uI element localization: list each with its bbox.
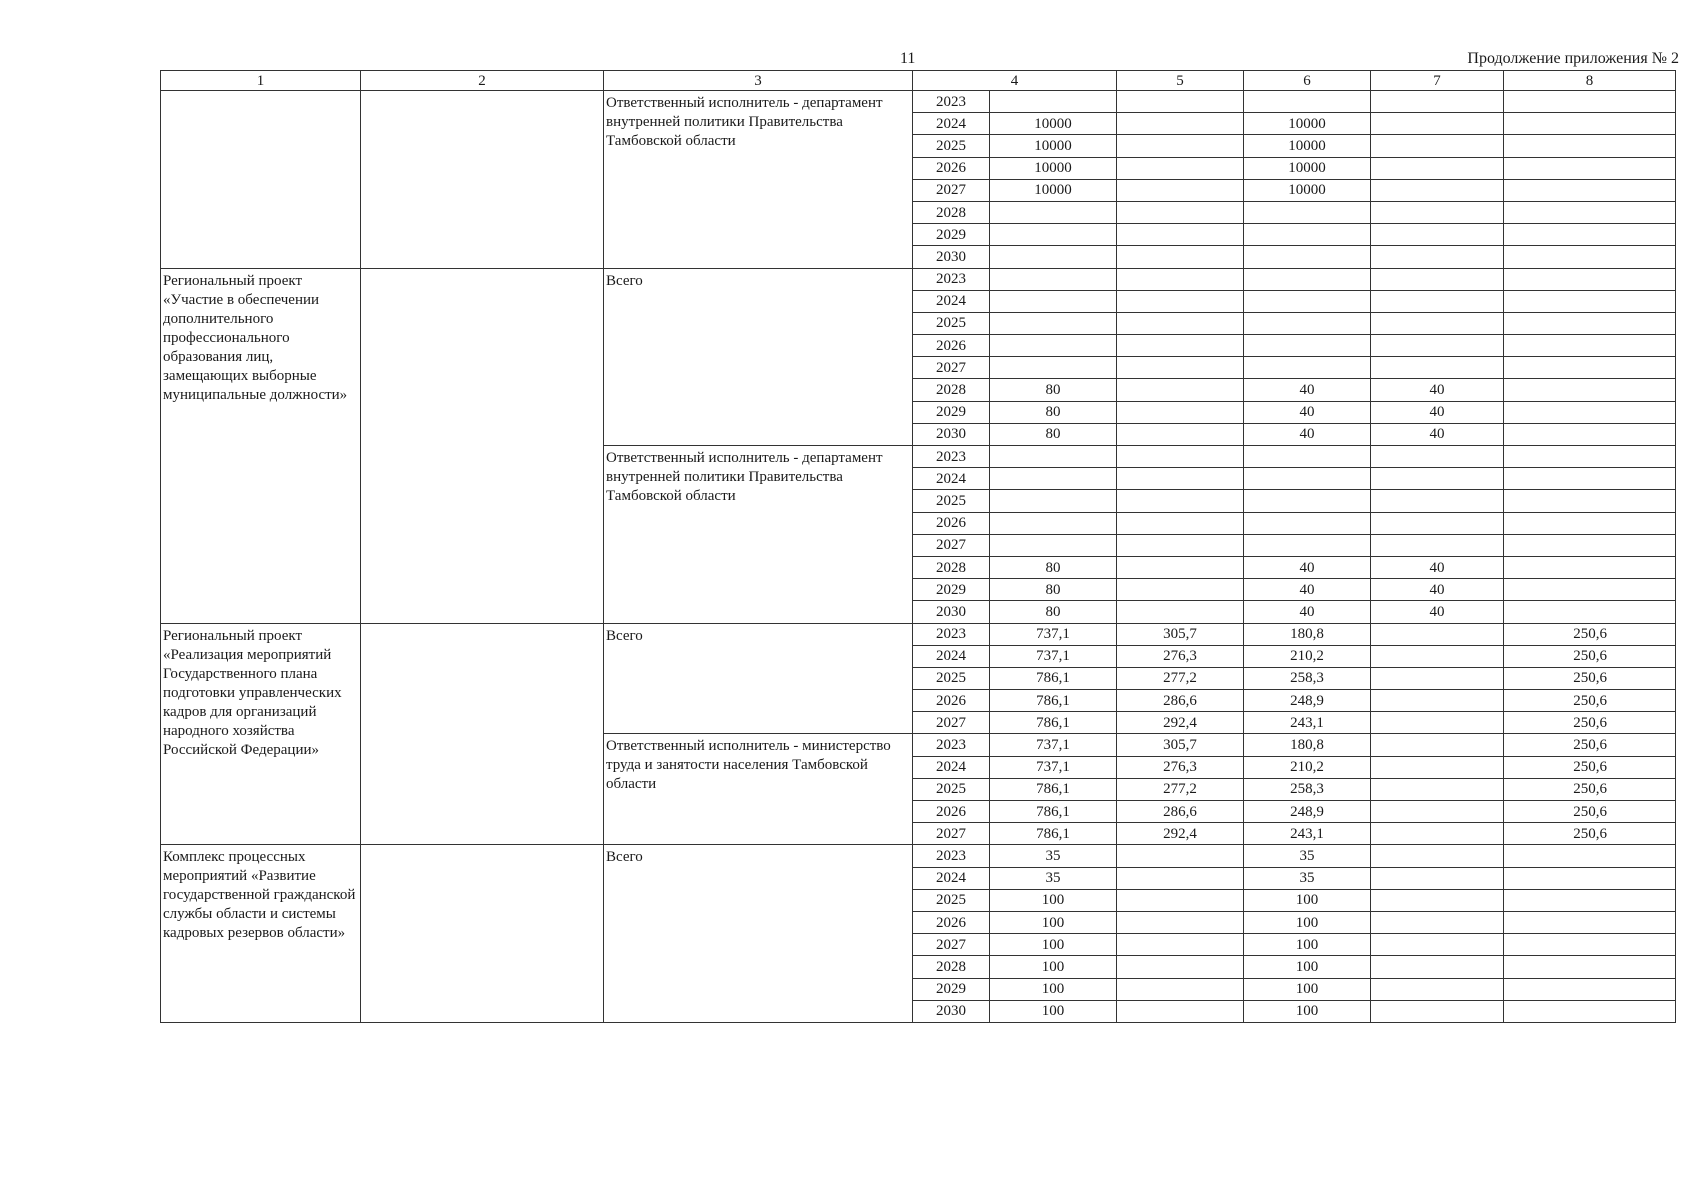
value-col5 [1117,179,1244,201]
value-col6: 100 [1244,1000,1371,1022]
value-col4 [990,201,1117,223]
value-col8 [1504,601,1676,623]
value-col4 [990,357,1117,379]
value-col6: 40 [1244,579,1371,601]
value-col4 [990,246,1117,268]
year-cell: 2023 [913,268,990,290]
year-cell: 2026 [913,911,990,933]
header-col-3: 3 [604,71,913,91]
value-col7: 40 [1371,579,1504,601]
value-col7 [1371,468,1504,490]
complex-civil-service-cell: Комплекс процессных мероприятий «Развитие государственной гражданской службы области и системы кадровых резервов области» [161,845,361,1023]
table-row [161,845,1676,867]
value-col6: 40 [1244,401,1371,423]
total-label-cell: Всего [604,623,913,734]
value-col4: 10000 [990,135,1117,157]
value-col7 [1371,91,1504,113]
year-cell: 2028 [913,556,990,578]
value-col6 [1244,246,1371,268]
value-col5 [1117,290,1244,312]
value-col4: 10000 [990,179,1117,201]
value-col6 [1244,490,1371,512]
value-col5 [1117,512,1244,534]
value-col8 [1504,468,1676,490]
year-cell: 2023 [913,623,990,645]
value-col7 [1371,534,1504,556]
value-col5 [1117,224,1244,246]
value-col5: 286,6 [1117,690,1244,712]
value-col6 [1244,534,1371,556]
value-col4: 737,1 [990,756,1117,778]
value-col5 [1117,1000,1244,1022]
value-col7 [1371,446,1504,468]
value-col7 [1371,335,1504,357]
value-col4: 35 [990,867,1117,889]
value-col6: 243,1 [1244,823,1371,845]
value-col5: 305,7 [1117,623,1244,645]
value-col5: 276,3 [1117,645,1244,667]
year-cell: 2030 [913,601,990,623]
responsible-executor-cell: Ответственный исполнитель - министерство труда и занятости населения Тамбовской области [604,734,913,845]
value-col7 [1371,246,1504,268]
year-cell: 2026 [913,157,990,179]
value-col8 [1504,246,1676,268]
value-col4: 100 [990,956,1117,978]
value-col6 [1244,312,1371,334]
value-col4: 737,1 [990,645,1117,667]
value-col7 [1371,778,1504,800]
value-col4: 80 [990,579,1117,601]
value-col8 [1504,335,1676,357]
value-col8: 250,6 [1504,690,1676,712]
table-row [161,91,1676,113]
value-col8 [1504,490,1676,512]
value-col6: 100 [1244,889,1371,911]
value-col6: 210,2 [1244,645,1371,667]
value-col7 [1371,978,1504,1000]
value-col7 [1371,712,1504,734]
year-cell: 2026 [913,335,990,357]
value-col5: 276,3 [1117,756,1244,778]
value-col6: 35 [1244,845,1371,867]
value-col6: 10000 [1244,157,1371,179]
value-col4: 100 [990,1000,1117,1022]
funding-table [160,70,1676,1023]
value-col5 [1117,113,1244,135]
year-cell: 2027 [913,934,990,956]
value-col6: 100 [1244,934,1371,956]
value-col8: 250,6 [1504,712,1676,734]
value-col8 [1504,135,1676,157]
value-col6: 100 [1244,956,1371,978]
value-col5: 292,4 [1117,712,1244,734]
value-col8 [1504,91,1676,113]
year-cell: 2025 [913,312,990,334]
value-col8 [1504,867,1676,889]
value-col6 [1244,357,1371,379]
year-cell: 2028 [913,201,990,223]
value-col4 [990,335,1117,357]
value-col6: 248,9 [1244,801,1371,823]
value-col7 [1371,357,1504,379]
value-col4: 80 [990,379,1117,401]
value-col6: 180,8 [1244,623,1371,645]
value-col7 [1371,157,1504,179]
value-col7 [1371,312,1504,334]
year-cell: 2023 [913,446,990,468]
value-col8: 250,6 [1504,734,1676,756]
year-cell: 2023 [913,734,990,756]
value-col8: 250,6 [1504,623,1676,645]
value-col5 [1117,490,1244,512]
value-col7 [1371,734,1504,756]
value-col4 [990,268,1117,290]
value-col6: 180,8 [1244,734,1371,756]
year-cell: 2027 [913,357,990,379]
value-col7: 40 [1371,556,1504,578]
value-col4: 10000 [990,157,1117,179]
header-col-2: 2 [361,71,604,91]
table-row [161,268,1676,290]
value-col6: 258,3 [1244,778,1371,800]
value-col6 [1244,335,1371,357]
year-cell: 2027 [913,534,990,556]
value-col7 [1371,290,1504,312]
value-col6: 210,2 [1244,756,1371,778]
value-col5 [1117,312,1244,334]
total-label-cell: Всего [604,268,913,446]
value-col6: 35 [1244,867,1371,889]
value-col7 [1371,867,1504,889]
value-col6 [1244,512,1371,534]
value-col8: 250,6 [1504,756,1676,778]
value-col5 [1117,423,1244,445]
year-cell: 2028 [913,956,990,978]
year-cell: 2024 [913,113,990,135]
value-col7 [1371,1000,1504,1022]
project-training-cell: Региональный проект «Реализация мероприятий Государственного плана подготовки управленческих кадров для организаций народного хозяйства Российской Федерации» [161,623,361,845]
value-col5 [1117,468,1244,490]
value-col5 [1117,357,1244,379]
year-cell: 2026 [913,690,990,712]
value-col5 [1117,135,1244,157]
value-col4 [990,224,1117,246]
value-col6: 40 [1244,379,1371,401]
value-col5 [1117,534,1244,556]
value-col4 [990,91,1117,113]
value-col4 [990,534,1117,556]
value-col8: 250,6 [1504,801,1676,823]
total-label-cell: Всего [604,845,913,1023]
value-col5 [1117,579,1244,601]
value-col4: 80 [990,556,1117,578]
year-cell: 2025 [913,889,990,911]
year-cell: 2026 [913,512,990,534]
year-cell: 2025 [913,490,990,512]
value-col5 [1117,556,1244,578]
responsible-executor-cell: Ответственный исполнитель - департамент внутренней политики Правительства Тамбовской области [604,91,913,269]
value-col7 [1371,113,1504,135]
value-col6: 248,9 [1244,690,1371,712]
year-cell: 2029 [913,224,990,246]
year-cell: 2029 [913,579,990,601]
value-col7 [1371,934,1504,956]
value-col8 [1504,556,1676,578]
value-col5: 277,2 [1117,778,1244,800]
year-cell: 2024 [913,867,990,889]
responsible-executor-cell: Ответственный исполнитель - департамент внутренней политики Правительства Тамбовской области [604,446,913,624]
value-col7 [1371,490,1504,512]
value-col5 [1117,601,1244,623]
value-col6 [1244,268,1371,290]
value-col7 [1371,224,1504,246]
year-cell: 2025 [913,778,990,800]
value-col6: 40 [1244,601,1371,623]
value-col5 [1117,157,1244,179]
year-cell: 2023 [913,845,990,867]
value-col4: 80 [990,601,1117,623]
value-col6 [1244,201,1371,223]
value-col8 [1504,423,1676,445]
cell-col2-empty [361,268,604,623]
value-col8 [1504,934,1676,956]
year-cell: 2030 [913,246,990,268]
value-col5 [1117,978,1244,1000]
value-col5: 305,7 [1117,734,1244,756]
value-col7 [1371,889,1504,911]
year-cell: 2027 [913,823,990,845]
value-col5 [1117,91,1244,113]
value-col8 [1504,911,1676,933]
value-col8 [1504,157,1676,179]
value-col4: 786,1 [990,690,1117,712]
value-col4: 100 [990,978,1117,1000]
value-col5 [1117,845,1244,867]
value-col5 [1117,401,1244,423]
value-col6 [1244,446,1371,468]
header-col-8: 8 [1504,71,1676,91]
value-col8 [1504,357,1676,379]
value-col8 [1504,579,1676,601]
value-col8 [1504,534,1676,556]
year-cell: 2024 [913,468,990,490]
value-col7 [1371,801,1504,823]
value-col6: 100 [1244,978,1371,1000]
value-col4: 10000 [990,113,1117,135]
value-col7 [1371,756,1504,778]
value-col7: 40 [1371,423,1504,445]
value-col6: 40 [1244,556,1371,578]
value-col6: 10000 [1244,179,1371,201]
value-col5 [1117,956,1244,978]
value-col6: 10000 [1244,113,1371,135]
header-col-6: 6 [1244,71,1371,91]
year-cell: 2030 [913,1000,990,1022]
value-col7 [1371,690,1504,712]
year-cell: 2025 [913,135,990,157]
year-cell: 2026 [913,801,990,823]
value-col8 [1504,312,1676,334]
value-col8 [1504,512,1676,534]
value-col5 [1117,934,1244,956]
value-col6: 258,3 [1244,667,1371,689]
value-col4: 786,1 [990,667,1117,689]
value-col4 [990,290,1117,312]
value-col8: 250,6 [1504,645,1676,667]
value-col4: 100 [990,911,1117,933]
value-col5 [1117,335,1244,357]
value-col5 [1117,268,1244,290]
page-number: 11 [900,50,916,67]
year-cell: 2028 [913,379,990,401]
value-col5 [1117,201,1244,223]
cell-col2-empty [361,91,604,269]
value-col4: 35 [990,845,1117,867]
value-col4: 786,1 [990,712,1117,734]
value-col7 [1371,179,1504,201]
value-col7 [1371,645,1504,667]
value-col5: 292,4 [1117,823,1244,845]
value-col7 [1371,135,1504,157]
value-col4: 80 [990,401,1117,423]
value-col4: 786,1 [990,801,1117,823]
value-col7: 40 [1371,379,1504,401]
value-col7 [1371,823,1504,845]
value-col6: 10000 [1244,135,1371,157]
value-col8 [1504,113,1676,135]
value-col4: 100 [990,934,1117,956]
value-col4 [990,446,1117,468]
value-col8: 250,6 [1504,667,1676,689]
year-cell: 2030 [913,423,990,445]
value-col6: 243,1 [1244,712,1371,734]
value-col7 [1371,623,1504,645]
cell-col1-empty [161,91,361,269]
year-cell: 2023 [913,91,990,113]
cell-col2-empty [361,623,604,845]
value-col8 [1504,224,1676,246]
value-col7 [1371,667,1504,689]
value-col8 [1504,201,1676,223]
header-col-5: 5 [1117,71,1244,91]
value-col8 [1504,956,1676,978]
header-row [161,71,1676,91]
value-col8 [1504,379,1676,401]
value-col5 [1117,379,1244,401]
value-col7 [1371,911,1504,933]
value-col4: 737,1 [990,734,1117,756]
year-cell: 2027 [913,179,990,201]
value-col6 [1244,91,1371,113]
value-col4: 786,1 [990,778,1117,800]
year-cell: 2027 [913,712,990,734]
value-col5 [1117,867,1244,889]
year-cell: 2024 [913,645,990,667]
value-col8: 250,6 [1504,778,1676,800]
table-row [161,623,1676,645]
year-cell: 2029 [913,978,990,1000]
value-col4 [990,512,1117,534]
header-col-7: 7 [1371,71,1504,91]
value-col6 [1244,290,1371,312]
year-cell: 2029 [913,401,990,423]
value-col4: 737,1 [990,623,1117,645]
value-col6 [1244,224,1371,246]
value-col8 [1504,1000,1676,1022]
value-col7 [1371,956,1504,978]
value-col4: 80 [990,423,1117,445]
value-col8 [1504,978,1676,1000]
value-col4 [990,490,1117,512]
value-col5 [1117,246,1244,268]
value-col5: 286,6 [1117,801,1244,823]
header-col-1: 1 [161,71,361,91]
value-col5: 277,2 [1117,667,1244,689]
value-col6: 40 [1244,423,1371,445]
value-col7: 40 [1371,401,1504,423]
value-col4: 100 [990,889,1117,911]
value-col8 [1504,290,1676,312]
cell-col2-empty [361,845,604,1023]
value-col7 [1371,845,1504,867]
year-cell: 2024 [913,756,990,778]
value-col8 [1504,889,1676,911]
appendix-continuation-label: Продолжение приложения № 2 [1467,50,1679,67]
value-col5 [1117,446,1244,468]
value-col7 [1371,201,1504,223]
value-col8 [1504,268,1676,290]
value-col8 [1504,446,1676,468]
value-col8 [1504,401,1676,423]
value-col4 [990,468,1117,490]
value-col8: 250,6 [1504,823,1676,845]
value-col6 [1244,468,1371,490]
year-cell: 2025 [913,667,990,689]
value-col4: 786,1 [990,823,1117,845]
value-col7: 40 [1371,601,1504,623]
value-col6: 100 [1244,911,1371,933]
project-participation-cell: Региональный проект «Участие в обеспечении дополнительного профессионального образования лиц, замещающих выборные муниципальные должности» [161,268,361,623]
year-cell: 2024 [913,290,990,312]
value-col4 [990,312,1117,334]
value-col7 [1371,512,1504,534]
value-col5 [1117,911,1244,933]
header-col-4: 4 [913,71,1117,91]
value-col5 [1117,889,1244,911]
value-col8 [1504,845,1676,867]
value-col7 [1371,268,1504,290]
value-col8 [1504,179,1676,201]
